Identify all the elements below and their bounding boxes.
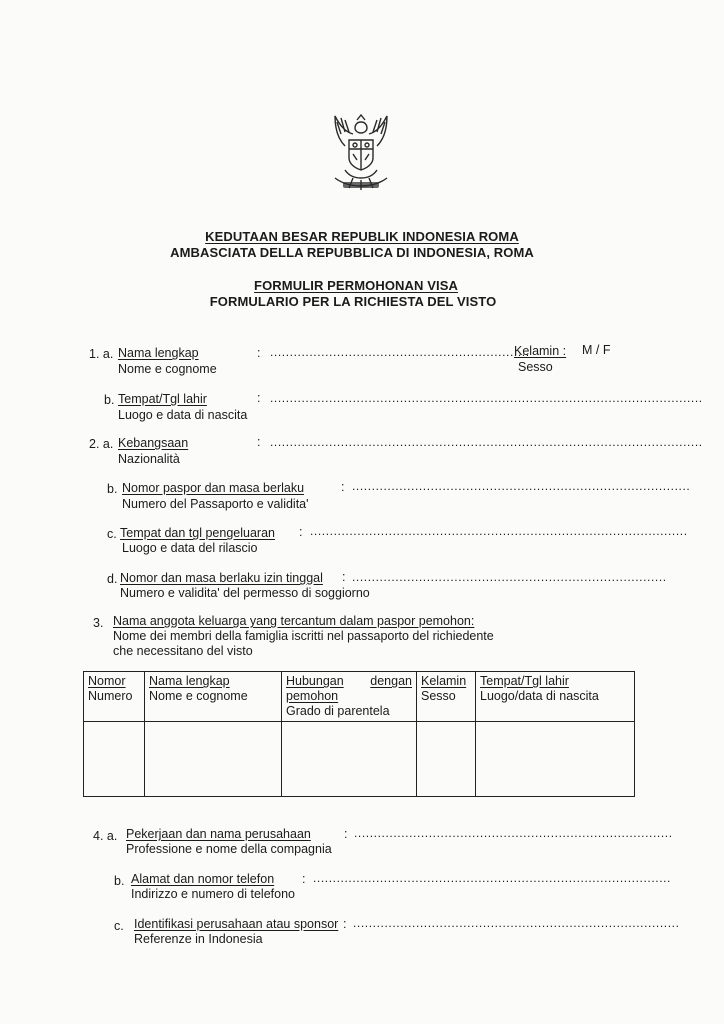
nationality-sublabel: Nazionalità [118, 452, 180, 466]
field-colon: : [299, 525, 303, 539]
col-name-header [145, 672, 282, 722]
col-gender-header [417, 672, 476, 722]
col-label-it: Sesso [421, 689, 456, 703]
address-phone-sublabel: Indirizzo e numero di telefono [131, 887, 295, 901]
col-label-it: Grado di parentela [286, 704, 390, 718]
birth-place-date-input[interactable]: .............................................................................................................. [270, 391, 703, 405]
passport-number-sublabel: Numero del Passaporto e validita' [122, 497, 309, 511]
passport-number-label: Nomor paspor dan masa berlaku [122, 481, 305, 495]
form-title-it: FORMULARIO PER LA RICHIESTA DEL VISTO [209, 294, 497, 309]
family-members-sublabel: Nome dei membri della famiglia iscritti nel passaporto del richiedente [113, 629, 494, 643]
occupation-sublabel: Professione e nome della compagnia [126, 842, 332, 856]
table-row [84, 722, 635, 797]
birth-place-date-sublabel: Luogo e data di nascita [118, 408, 248, 422]
field-number: 3. [93, 616, 104, 630]
issue-place-date-sublabel: Luogo e data del rilascio [122, 541, 258, 555]
family-members-sublabel-2: che necessitano del visto [113, 644, 253, 658]
field-colon: : [342, 570, 346, 584]
col-label-id-2: pemohon [286, 689, 339, 703]
field-number: c. [107, 527, 117, 541]
issue-place-date-label: Tempat dan tgl pengeluaran [120, 526, 275, 540]
field-number: 2. a. [89, 437, 114, 451]
col-label-it: Nome e cognome [149, 689, 248, 703]
occupation-label: Pekerjaan dan nama perusahaan [126, 827, 311, 841]
field-number: b. [104, 393, 115, 407]
field-number: b. [114, 874, 125, 888]
field-colon: : [302, 872, 306, 886]
passport-number-input[interactable]: ...................................................................................... [352, 479, 691, 493]
nationality-label: Kebangsaan [118, 436, 189, 450]
table-cell-gender[interactable] [417, 722, 476, 797]
col-birth-header [476, 672, 635, 722]
field-colon: : [257, 391, 261, 405]
embassy-title-it: AMBASCIATA DELLA REPUBBLICA DI INDONESIA, ROMA [170, 245, 534, 260]
field-colon: : [341, 480, 345, 494]
sponsor-sublabel: Referenze in Indonesia [134, 932, 263, 946]
nationality-input[interactable]: .............................................................................................................. [270, 435, 703, 449]
field-number: 4. a. [93, 829, 118, 843]
address-phone-label: Alamat dan nomor telefon [131, 872, 275, 886]
col-label-word: dengan [370, 674, 412, 688]
family-members-table [83, 671, 635, 797]
residence-permit-label: Nomor dan masa berlaku izin tinggal [120, 571, 323, 585]
field-colon: : [344, 827, 348, 841]
sponsor-input[interactable]: ................................................................................... [353, 916, 680, 930]
col-number-header [84, 672, 145, 722]
table-cell-name[interactable] [145, 722, 282, 797]
table-header-row [84, 672, 635, 722]
full-name-sublabel: Nome e cognome [118, 362, 217, 376]
col-label-it: Numero [88, 689, 133, 703]
table-cell-number[interactable] [84, 722, 145, 797]
table-cell-relationship[interactable] [282, 722, 417, 797]
sponsor-label: Identifikasi perusahaan atau sponsor [134, 917, 339, 931]
field-number: c. [114, 919, 124, 933]
field-number: b. [107, 482, 118, 496]
gender-label: Kelamin : [514, 344, 567, 358]
residence-permit-input[interactable]: ................................................................................ [352, 570, 667, 584]
table-cell-birth[interactable] [476, 722, 635, 797]
col-label-id [286, 674, 412, 689]
col-label-id: Tempat/Tgl lahir [480, 674, 569, 688]
col-label-word: Hubungan [286, 674, 344, 688]
residence-permit-sublabel: Numero e validita' del permesso di soggiorno [120, 586, 370, 600]
occupation-input[interactable]: ................................................................................. [354, 826, 673, 840]
col-label-id: Nomor [88, 674, 126, 688]
garuda-emblem-icon [323, 112, 399, 194]
field-colon: : [257, 435, 261, 449]
form-title-id: FORMULIR PERMOHONAN VISA [254, 278, 458, 293]
issue-place-date-input[interactable]: ................................................................................................ [310, 524, 688, 538]
col-label-it: Luogo/data di nascita [480, 689, 599, 703]
col-label-id: Nama lengkap [149, 674, 230, 688]
field-number: 1. a. [89, 347, 114, 361]
full-name-input[interactable]: .................................................................. [270, 345, 530, 359]
field-colon: : [257, 346, 261, 360]
gender-options[interactable]: M / F [582, 343, 611, 357]
field-colon: : [343, 917, 347, 931]
address-phone-input[interactable]: ........................................................................................... [313, 871, 671, 885]
full-name-label: Nama lengkap [118, 346, 199, 360]
field-number: d. [107, 572, 118, 586]
embassy-title-id: KEDUTAAN BESAR REPUBLIK INDONESIA ROMA [205, 229, 519, 244]
family-members-label: Nama anggota keluarga yang tercantum dalam paspor pemohon: [113, 614, 475, 628]
birth-place-date-label: Tempat/Tgl lahir [118, 392, 207, 406]
col-relationship-header [282, 672, 417, 722]
col-label-id: Kelamin [421, 674, 467, 688]
gender-sublabel: Sesso [518, 360, 553, 374]
